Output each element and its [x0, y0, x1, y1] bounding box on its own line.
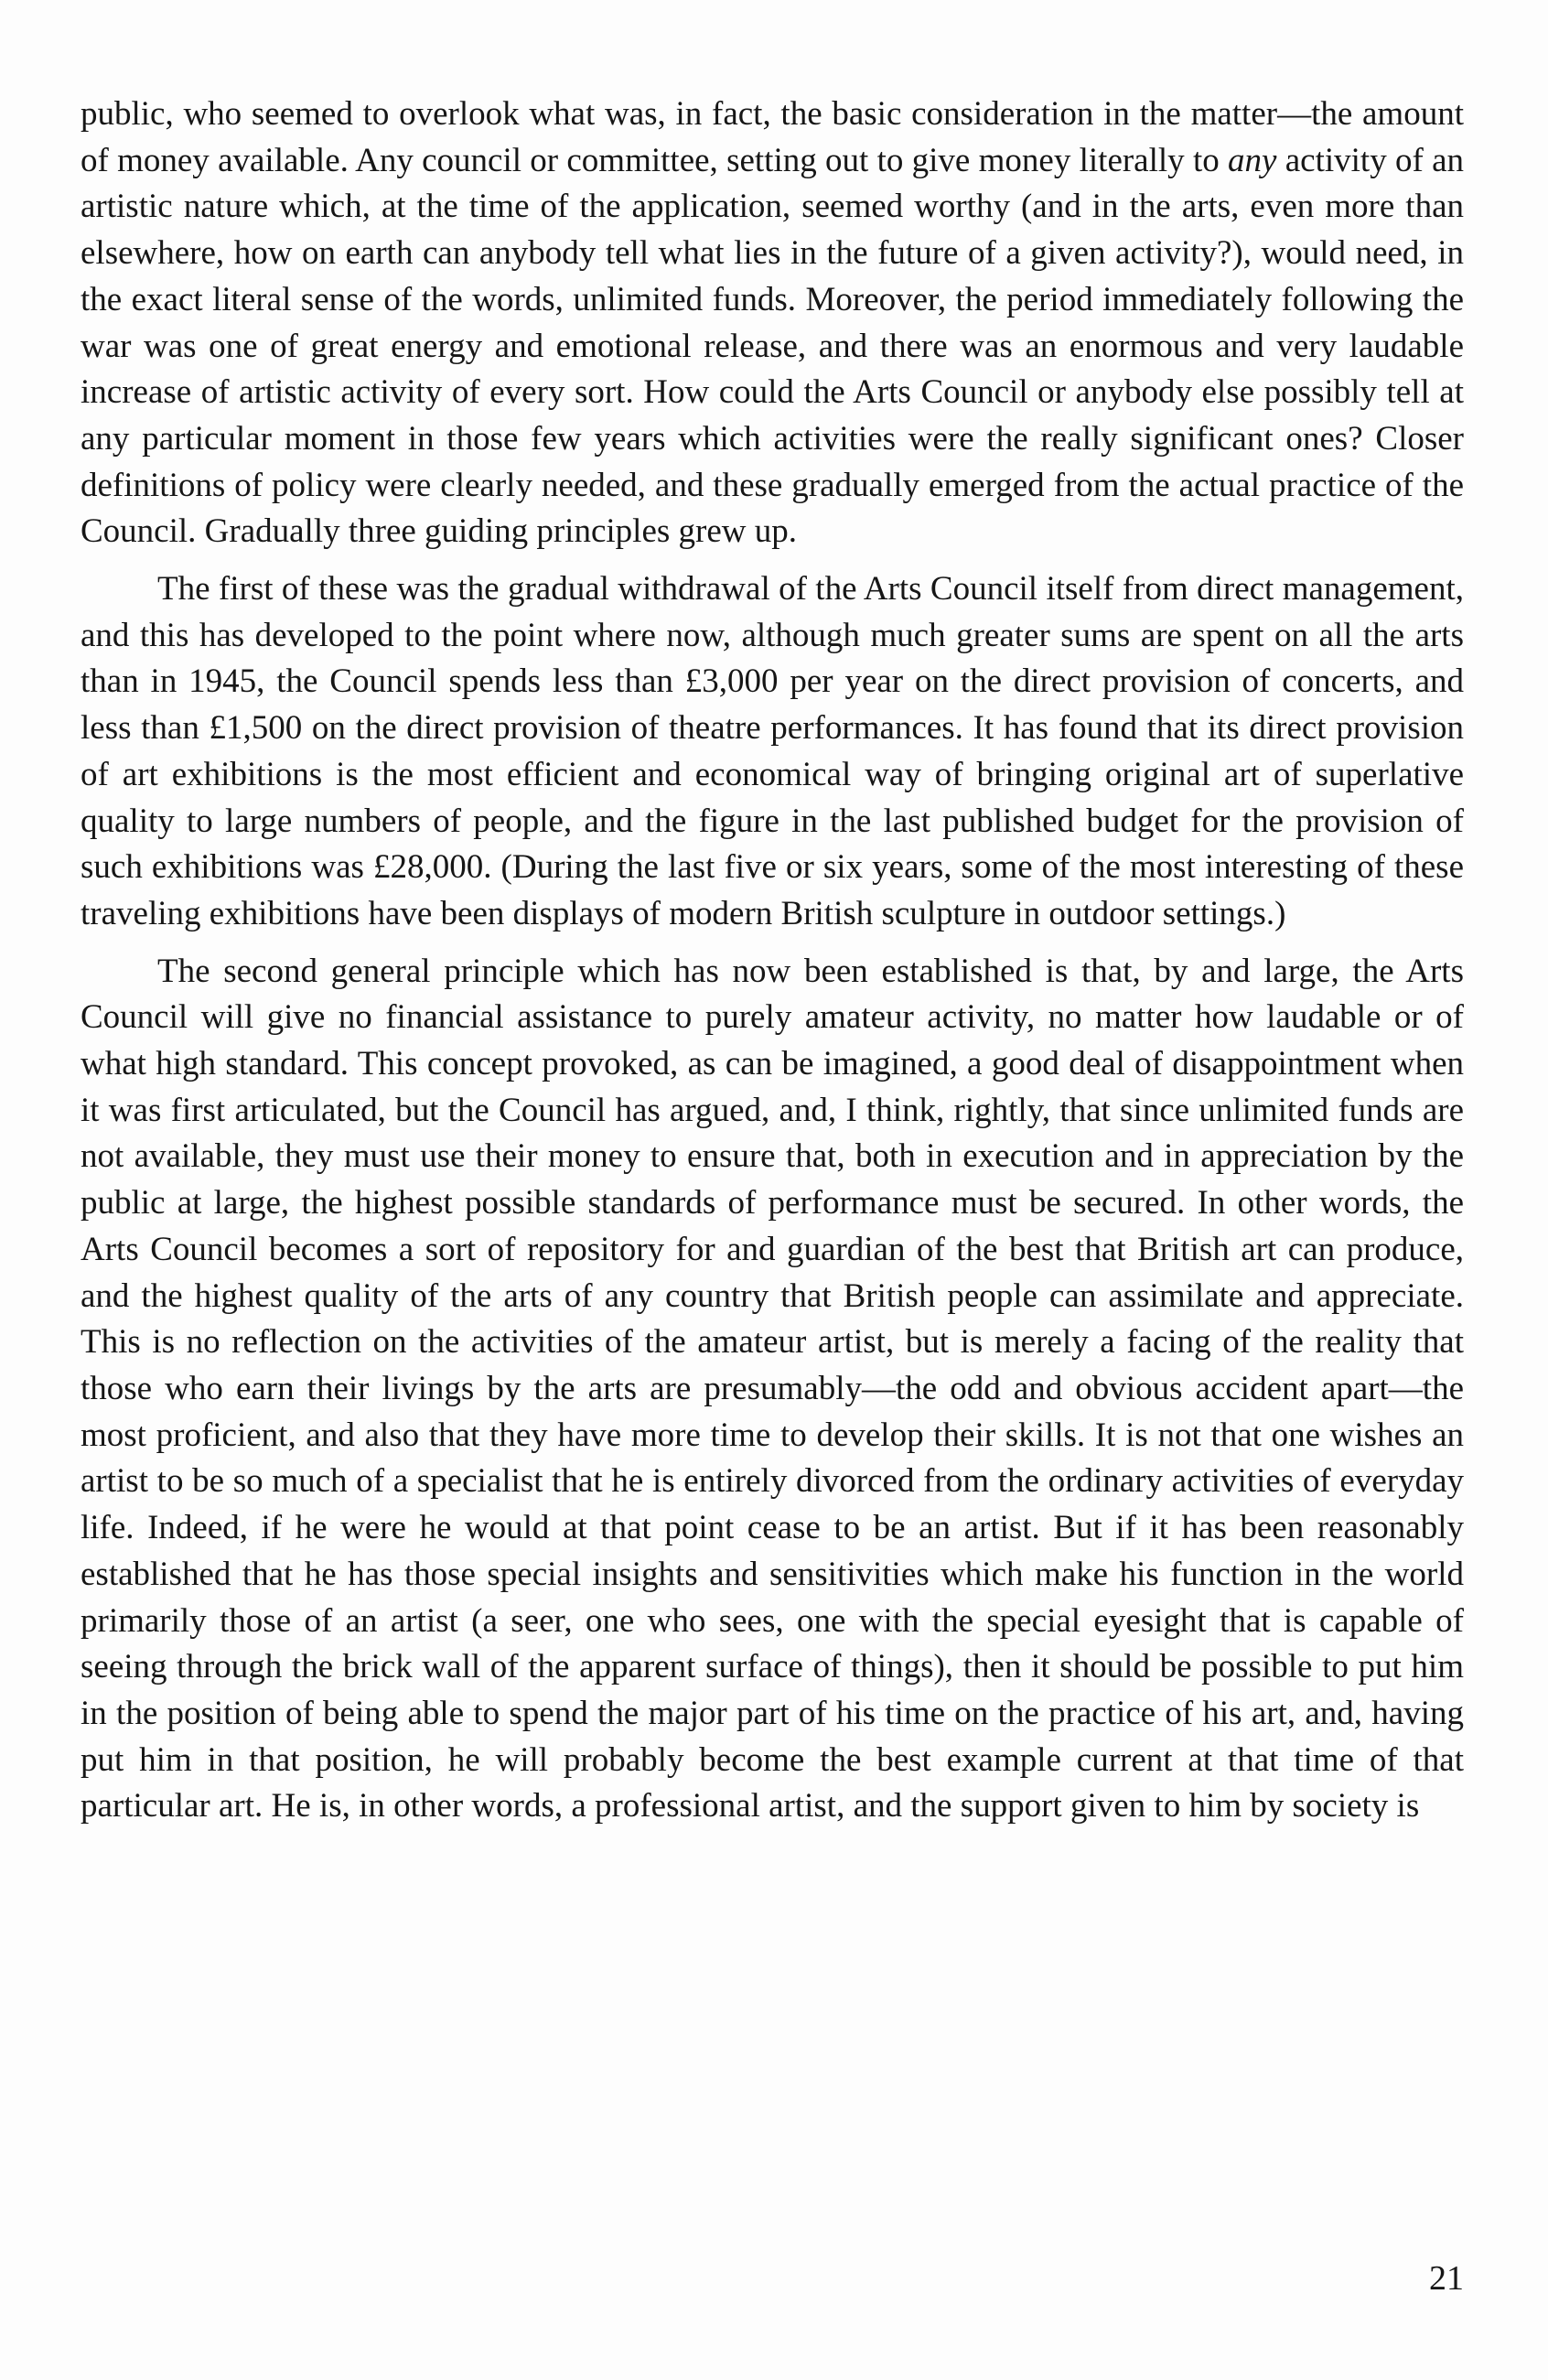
paragraph-1	[81, 92, 1464, 555]
body-text	[81, 92, 1464, 1830]
paragraph-1-part-2: activity of an artistic nature which, at the time of the application, seemed worthy (and in the arts, even more than elsewhere, how on earth can anybody tell what lies in the future of a given activity?), would need, in the exact literal sense of the words, unlimited funds. Moreover, the period immediately following the war was one of great energy and emotional release, and there was an enormous and very laudable increase of artistic activity of every sort. How could the Arts Council or anybody else possibly tell at any particular moment in those few years which activities were the really significant ones? Closer definitions of policy were clearly needed, and these gradually emerged from the actual practice of the Council. Gradually three guiding principles grew up.	[81, 141, 1464, 551]
paragraph-2: The first of these was the gradual withdrawal of the Arts Council itself from direct management, and this has developed to the point where now, although much greater sums are spent on all the arts than in 1945, the Council spends less than £3,000 per year on the direct provision of concerts, and less than £1,500 on the direct provision of theatre performances. It has found that its direct provision of art exhibitions is the most efficient and economical way of bringing original art of superlative quality to large numbers of people, and the figure in the last published budget for the provision of such exhibitions was £28,000. (During the last five or six years, some of the most interesting of these traveling exhibitions have been displays of modern British sculpture in outdoor settings.)	[81, 570, 1464, 932]
page-number: 21	[1429, 2259, 1464, 2298]
paragraph-3: The second general principle which has now been established is that, by and large, the Arts Council will give no financial assistance to purely amateur activity, no matter how laudable or of what high standard. This concept provoked, as can be imagined, a good deal of disappointment when it was first articulated, but the Council has argued, and, I think, rightly, that since unlimited funds are not available, they must use their money to ensure that, both in execution and in appreciation by the public at large, the highest possible standards of performance must be secured. In other words, the Arts Council becomes a sort of repository for and guardian of the best that British art can produce, and the highest quality of the arts of any country that British people can assimilate and appreciate. This is no reflection on the activities of the amateur artist, but is merely a facing of the reality that those who earn their livings by the arts are presumably—the odd and obvious accident apart—the most proficient, and also that they have more time to develop their skills. It is not that one wishes an artist to be so much of a specialist that he is entirely divorced from the ordinary activities of everyday life. Indeed, if he were he would at that point cease to be an artist. But if it has been reasonably established that he has those special insights and sensitivities which make his function in the world primarily those of an artist (a seer, one who sees, one with the special eyesight that is capable of seeing through the brick wall of the apparent surface of things), then it should be possible to put him in the position of being able to spend the major part of his time on the practice of his art, and, having put him in that position, he will probably become the best example current at that time of that particular art. He is, in other words, a professional artist, and the support given to him by society is	[81, 952, 1464, 1825]
paragraph-1-part-1: public, who seemed to overlook what was, in fact, the basic consideration in the matter—the amount of money available. Any council or committee, setting out to give money literally to	[81, 95, 1464, 179]
emphasis-any: any	[1228, 141, 1277, 179]
